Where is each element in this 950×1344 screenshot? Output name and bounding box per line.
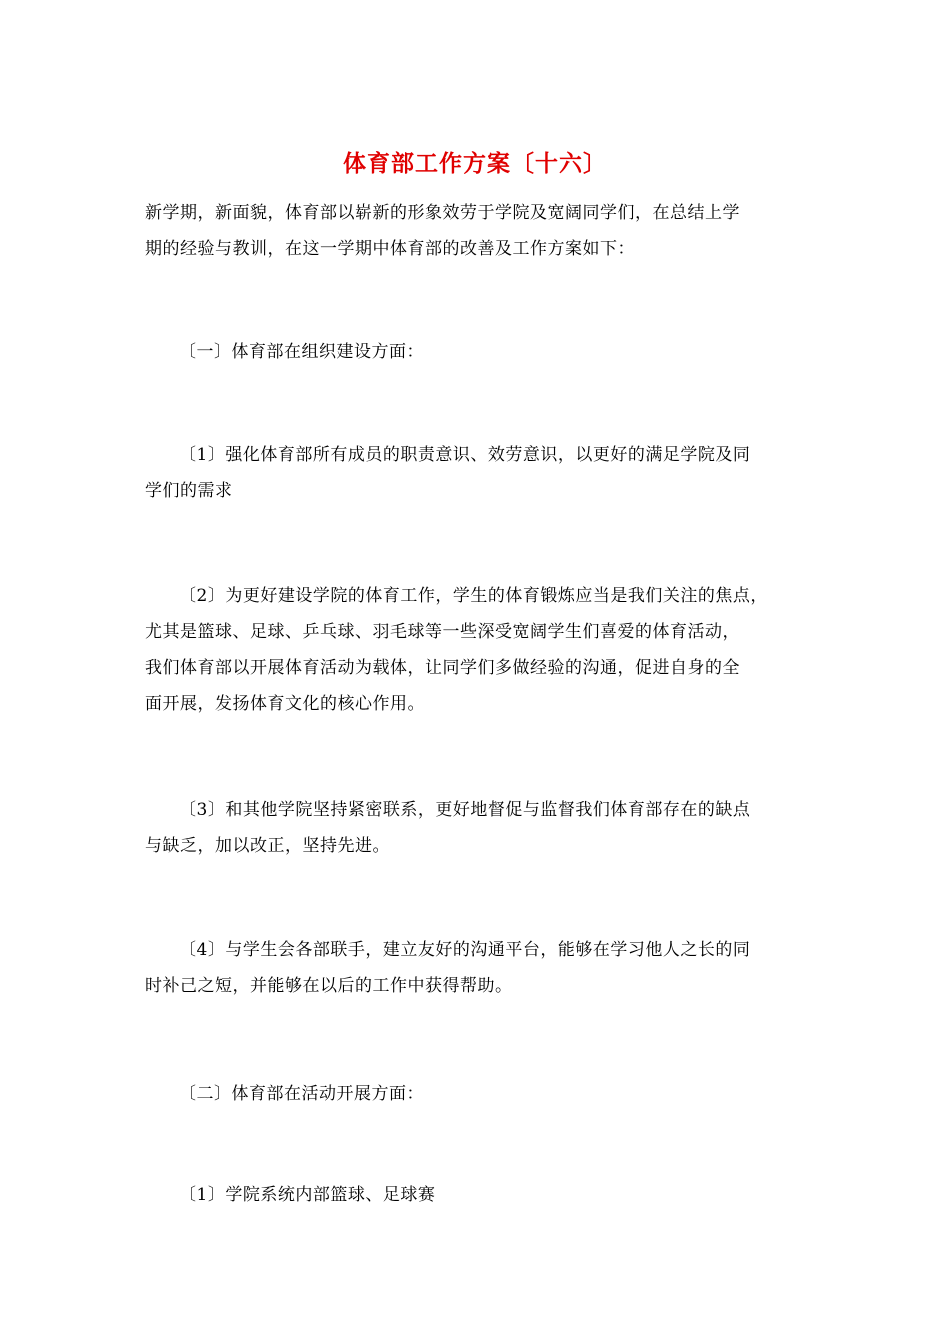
intro-line: 期的经验与教训，在这一学期中体育部的改善及工作方案如下：: [145, 239, 635, 259]
paragraph-line: 〔1〕强化体育部所有成员的职责意识、效劳意识，以更好的满足学院及同: [179, 445, 751, 465]
section2-item1: [145, 1177, 810, 1213]
paragraph-line: 〔2〕为更好建设学院的体育工作，学生的体育锻炼应当是我们关注的焦点，: [179, 586, 768, 606]
paragraph-line: 面开展，发扬体育文化的核心作用。: [145, 694, 425, 714]
paragraph-line: 尤其是篮球、足球、乒乓球、羽毛球等一些深受宽阔学生们喜爱的体育活动，: [145, 622, 740, 642]
paragraph-line: 时补己之短，并能够在以后的工作中获得帮助。: [145, 976, 513, 996]
paragraph-line: 〔1〕学院系统内部篮球、足球赛: [179, 1185, 436, 1205]
document-title: 体育部工作方案〔十六〕: [343, 150, 607, 177]
intro-paragraph: [145, 195, 810, 267]
section-heading-text: 〔二〕体育部在活动开展方面：: [179, 1084, 424, 1104]
paragraph-line: 我们体育部以开展体育活动为载体，让同学们多做经验的沟通，促进自身的全: [145, 658, 740, 678]
section1-heading: [145, 334, 810, 370]
section2-heading: [145, 1076, 810, 1112]
paragraph-line: 学们的需求: [145, 481, 233, 501]
paragraph-line: 〔3〕和其他学院坚持紧密联系，更好地督促与监督我们体育部存在的缺点: [179, 800, 751, 820]
intro-line: 新学期，新面貌，体育部以崭新的形象效劳于学院及宽阔同学们，在总结上学: [145, 203, 740, 223]
section1-item1: [145, 437, 810, 509]
paragraph-line: 与缺乏，加以改正，坚持先进。: [145, 836, 390, 856]
section1-item3: [145, 792, 810, 864]
section-heading-text: 〔一〕体育部在组织建设方面：: [179, 342, 424, 362]
section1-item2: [145, 578, 810, 722]
section1-item4: [145, 932, 810, 1004]
paragraph-line: 〔4〕与学生会各部联手，建立友好的沟通平台，能够在学习他人之长的同: [179, 940, 751, 960]
